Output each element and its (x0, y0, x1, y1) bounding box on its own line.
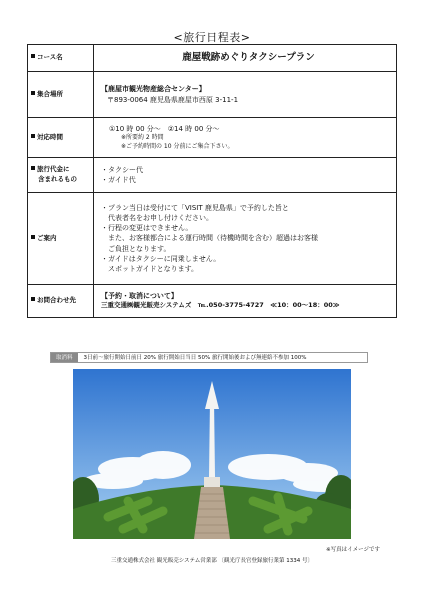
label-text: 対応時間 (37, 132, 63, 141)
info-line: 代表者名をお申し付けください。 (101, 214, 213, 223)
info-line: ・ガイドはタクシーに同乗しません。 (101, 254, 221, 263)
square-bullet-icon (31, 235, 35, 239)
itinerary-table (27, 44, 397, 318)
info-line: ・プラン当日は受付にて「VISIT 鹿児島県」で予約した旨と (101, 204, 289, 212)
value-included (94, 158, 397, 193)
info-line: ご負担となります。 (101, 244, 171, 253)
label-meeting (28, 72, 94, 118)
label-time (28, 118, 94, 158)
row-contact (28, 285, 397, 318)
cancellation-fee-text: 3日前～旅行開始日前日 20% 旅行開始日当日 50% 旅行開始後および無連絡不参加 100% (83, 355, 307, 361)
course-name: 鹿屋戦跡めぐりタクシープラン (182, 52, 315, 64)
row-meeting (28, 72, 397, 118)
label-line: 含まれるもの (38, 175, 77, 183)
info-line: また、お客様都合による運行時間（待機時間を含む）超過はお客様 (101, 234, 318, 243)
label-text: 旅行代金に (37, 165, 70, 174)
row-time (28, 118, 397, 158)
cancellation-fee-bar (50, 352, 368, 363)
value-info (94, 193, 397, 285)
info-line: スポットガイドとなります。 (101, 264, 199, 273)
value-course (94, 45, 397, 72)
contact-heading: 【予約・取消について】 (101, 292, 178, 301)
label-info (28, 193, 94, 285)
page-title: <旅行日程表> (173, 31, 251, 44)
label-text: コース名 (37, 53, 63, 62)
cancellation-fee-label: 取消料 (51, 353, 78, 363)
photo-note: ※写真はイメージです (326, 547, 380, 553)
memorial-tower (209, 399, 215, 477)
label-text: ご案内 (37, 233, 57, 242)
time-note-duration: ※所要約 2 時間 (121, 133, 164, 141)
meeting-address: 〒893-0064 鹿児島県鹿屋市西原 3-11-1 (107, 95, 239, 104)
included-item: ・ガイド代 (101, 176, 136, 184)
label-contact (28, 285, 94, 318)
square-bullet-icon (31, 166, 35, 170)
label-line (31, 165, 93, 175)
tower-base (204, 477, 220, 487)
label-included (28, 158, 94, 193)
time-slots: ①10 時 00 分～ ②14 時 00 分～ (109, 124, 220, 133)
row-included (28, 158, 397, 193)
square-bullet-icon (31, 134, 35, 138)
label-text: 集合場所 (37, 89, 63, 98)
row-course (28, 45, 397, 72)
value-contact (94, 285, 397, 318)
contact-details: 三重交通㈱観光販売システムズ ℡.050-3775-4727 ≪10：00～18：00≫ (101, 301, 340, 310)
info-line: ・行程の変更はできません。 (101, 224, 193, 233)
label-text: お問合わせ先 (37, 296, 76, 305)
time-note-arrival: ※ご予約時間の 10 分前にご集合下さい。 (121, 142, 234, 150)
row-info (28, 193, 397, 285)
company-footer: 三重交通株式会社 観光販売システム営業部 〔観光庁長官登録旅行業第 1334 号〕 (111, 558, 313, 564)
square-bullet-icon (31, 297, 35, 301)
meeting-place-name: 【鹿屋市観光物産総合センター】 (101, 85, 206, 94)
included-item: ・タクシー代 (101, 165, 143, 174)
photo-illustration (73, 369, 351, 539)
memorial-tower-photo (73, 369, 351, 539)
value-meeting (94, 72, 397, 118)
value-time (94, 118, 397, 158)
square-bullet-icon (31, 91, 35, 95)
label-course (28, 45, 94, 72)
square-bullet-icon (31, 54, 35, 58)
